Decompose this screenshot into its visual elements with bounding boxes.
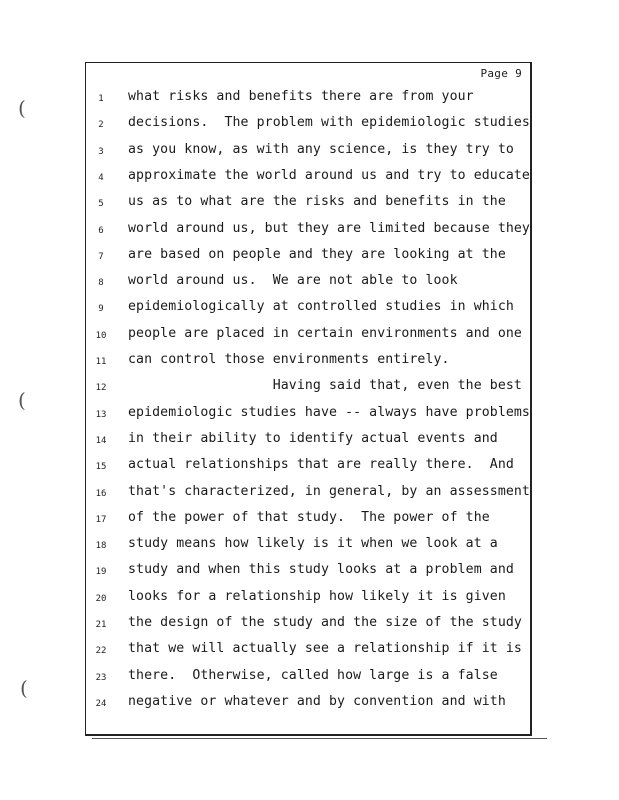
line-number: 19	[95, 567, 107, 578]
line-text: that's characterized, in general, by an assessment	[128, 483, 530, 499]
line-text: of the power of that study. The power of the	[128, 509, 490, 525]
transcript-line	[86, 508, 533, 534]
transcript-line	[86, 455, 533, 481]
transcript-line	[86, 113, 533, 139]
transcript-line	[86, 324, 533, 350]
page-bottom-rule	[92, 738, 547, 739]
transcript-line	[86, 350, 533, 376]
line-text: can control those environments entirely.	[128, 352, 450, 367]
transcript-line	[86, 245, 533, 271]
transcript-line	[86, 87, 533, 113]
line-text: are based on people and they are looking at the	[128, 246, 506, 262]
transcript-line	[86, 639, 533, 665]
line-text: as you know, as with any science, is they try to	[128, 141, 514, 157]
line-text: that we will actually see a relationship if it is	[128, 641, 522, 657]
line-text: decisions. The problem with epidemiologic studies	[128, 115, 530, 131]
line-number: 9	[98, 304, 104, 315]
line-text: epidemiologically at controlled studies in which	[128, 299, 514, 315]
line-text: us as to what are the risks and benefits in the	[128, 194, 506, 210]
line-text: approximate the world around us and try to educate	[128, 167, 530, 183]
transcript-line	[86, 403, 533, 429]
transcript-line	[86, 482, 533, 508]
line-number: 3	[98, 146, 104, 157]
line-number: 2	[98, 120, 104, 131]
transcript-line	[86, 140, 533, 166]
line-number: 23	[95, 672, 107, 683]
line-text: the design of the study and the size of the study	[128, 615, 522, 630]
line-number: 15	[95, 462, 107, 473]
transcript-line	[86, 534, 533, 560]
line-text: actual relationships that are really there. And	[128, 457, 514, 473]
line-text: people are placed in certain environments and one	[128, 325, 522, 341]
line-text: in their ability to identify actual events and	[128, 430, 498, 446]
transcript-line	[86, 613, 533, 639]
transcript-line	[86, 376, 533, 402]
transcript-line	[86, 192, 533, 218]
line-number: 22	[95, 646, 107, 657]
punch-hole-mark-bottom: (	[20, 676, 28, 700]
line-number: 21	[95, 620, 107, 630]
transcript-line	[86, 271, 533, 297]
line-text: world around us, but they are limited because they	[128, 220, 530, 236]
line-text: study and when this study looks at a problem and	[128, 562, 514, 578]
transcript-line	[86, 297, 533, 323]
transcript-line	[86, 692, 533, 718]
transcript-line	[86, 429, 533, 455]
transcript-line	[86, 560, 533, 586]
line-number: 17	[95, 514, 107, 525]
line-number: 10	[95, 330, 107, 341]
transcript-page	[85, 62, 532, 736]
transcript-line	[86, 666, 533, 692]
line-number: 7	[98, 251, 104, 262]
line-number: 12	[95, 383, 107, 394]
line-number: 16	[95, 488, 107, 499]
transcript-line	[86, 587, 533, 613]
line-number: 8	[98, 278, 104, 289]
transcript-line	[86, 219, 533, 245]
line-number: 11	[95, 357, 107, 367]
line-text: Having said that, even the best	[128, 378, 522, 394]
line-number: 20	[95, 593, 107, 604]
line-text: epidemiologic studies have -- always have problems	[128, 404, 530, 420]
line-text: there. Otherwise, called how large is a false	[128, 667, 498, 683]
punch-hole-mark-top: (	[18, 96, 26, 120]
page-number: Page 9	[480, 67, 522, 80]
line-number: 4	[98, 172, 104, 183]
line-number: 24	[95, 698, 107, 709]
line-text: negative or whatever and by convention and with	[128, 693, 506, 709]
transcript-line	[86, 166, 533, 192]
line-text: looks for a relationship how likely it is given	[128, 588, 506, 604]
line-number: 13	[95, 409, 107, 420]
punch-hole-mark-middle: (	[18, 388, 26, 412]
line-text: world around us. We are not able to look	[128, 273, 458, 289]
line-number: 5	[98, 199, 104, 210]
line-text: what risks and benefits there are from your	[128, 89, 474, 104]
line-number: 1	[98, 94, 104, 104]
line-text: study means how likely is it when we look at a	[128, 536, 498, 552]
line-number: 14	[95, 435, 107, 446]
line-number: 6	[98, 225, 104, 236]
line-number: 18	[95, 541, 107, 552]
